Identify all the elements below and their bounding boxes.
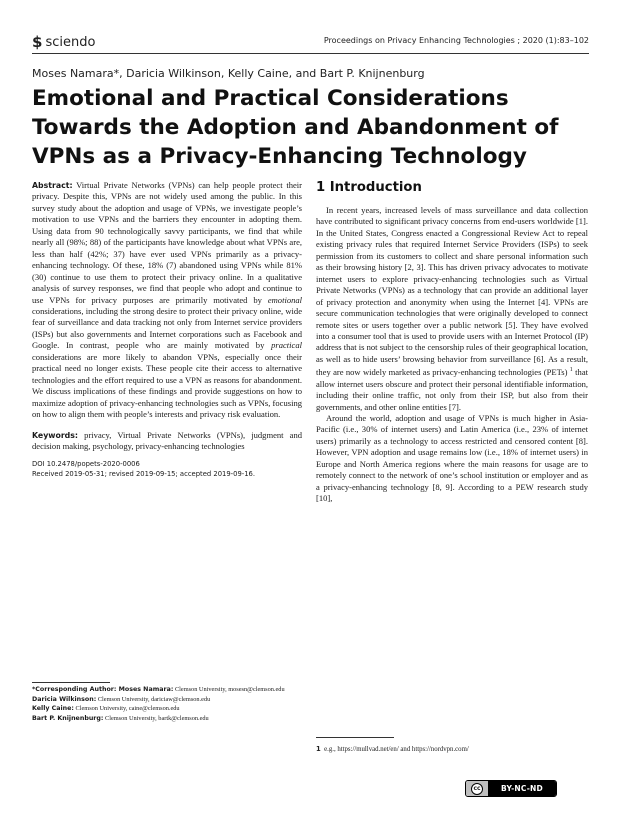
doi: DOI 10.2478/popets-2020-0006 [32,460,140,469]
affiliation-name: *Corresponding Author: Moses Namara: [32,686,174,693]
affiliation-item [32,685,302,695]
intro-paragraph [316,205,588,413]
author-list: Moses Namara*, Daricia Wilkinson, Kelly Caine, and Bart P. Knijnenburg [32,67,425,80]
cc-icon: cc [471,783,483,795]
affiliation-name: Bart P. Knijnenburg: [32,715,104,723]
abstract-text-2: considerations, including the strong desire to protect their privacy online, wide fear of surveillance and data tracking not only from Internet service providers (ISPs) but also governments and Internet corporations such as Facebook and Google. In contrast, people who are mainly motivated by [32,305,302,351]
keywords-text: privacy, Virtual Private Networks (VPNs), judgment and decision making, psychology, privacy-enhancing technologies [32,429,303,451]
intro-text-1b: that allow internet users obscure and protect their personal identifiable information, including their online traffic, not only from their ISP, but also from their governments, and other online entities [7]. [316,367,588,412]
license-badge[interactable] [465,780,557,797]
abstract-text-3: considerations are more likely to abandon VPNs, especially once their practical need no longer exists. These people cite their access to alternative technologies and the effort required to use a VPN as reasons for abandonment. We discuss implications of these findings and provide suggestions on how to maximize adoption of privacy-enhancing technologies such as VPNs, focusing on how to align them with people’s interests and privacy risk evaluation. [32,351,302,420]
abstract-emphasis-emotional: emotional [267,294,303,305]
abstract-text-1: Virtual Private Networks (VPNs) can help people protect their privacy. Despite this, VPNs are not widely used among the public. In this survey study about the adoption and usage of VPNs, we investigate people’s motivation to use VPNs and the barriers they encounter in adopting them. Using data from 90 technologically savvy participants, we find that while nearly all (98%; 88) of the participants have knowledge about what VPNs are, less than half (42%; 37) have ever used VPNs primarily as a privacy-enhancing technology. Of these, 18% (7) abandoned using VPNs while 81% (30) continue to use them to protect their privacy online. In a qualitative analysis of survey responses, we find that people who adopt and continue to use VPNs for privacy purposes are primarily motivated by [32,180,302,305]
footnote-divider [316,737,394,738]
affiliation-info: Clemson University, mosesn@clemson.edu [174,686,285,693]
affiliation-info: Clemson University, caine@clemson.edu [75,705,180,713]
received-dates: Received 2019-05-31; revised 2019-09-15; accepted 2019-09-16. [32,470,256,479]
keywords [32,430,302,453]
article-meta [32,460,302,479]
affiliation-info: Clemson University, bartk@clemson.edu [105,715,209,723]
publisher-name: sciendo [45,34,96,50]
sciendo-s-icon: $ [32,33,43,51]
affiliation-item [32,704,302,714]
abstract [32,180,302,421]
intro-paragraph [316,413,588,505]
footnote-marker[interactable]: 1 [569,367,573,374]
footnote [316,745,469,753]
abstract-column [32,180,302,480]
affiliation-item [32,695,302,705]
license-text: BY-NC-ND [488,781,556,796]
publisher-logo [32,33,95,51]
affiliation-item [32,714,302,724]
intro-text-1a: In recent years, increased levels of mass surveillance and data collection have contributed to significant privacy concerns from end-users worldwide [1]. In the United States, Congress enacted a Congressional Review Act to repeal existing privacy rules that required Internet Service Providers (ISPs) to seek permission from its customers to collect and share personal information such as their browsing history [2, 3]. This has driven privacy advocates to motivate internet users to explore privacy-enhancing technologies such as Virtual Private Networks (VPNs) as a technology that can provide an additional layer of privacy protection and anonymity when using the Internet [4]. VPNs are secure communication technologies that were originally developed to connect remote sites or users together over a public network [5]. They have evolved into a consumer tool that is used to provide users with an Internet Protocol (IP) address that is not subject to the censorship rules of their geographical location, as well as to hide users’ browsing behavior from surveillance [6]. As a result, they are now widely marketed as privacy-enhancing technologies (PETs) [316,205,588,378]
section-heading-introduction: 1 Introduction [316,180,422,195]
affiliation-info: Clemson University, dariciaw@clemson.edu [97,695,211,703]
affiliation-name: Kelly Caine: [32,705,74,713]
abstract-label: Abstract: [32,181,73,190]
footnote-number: 1 [316,745,321,753]
keywords-label: Keywords: [32,430,79,440]
journal-citation: Proceedings on Privacy Enhancing Technologies ; 2020 (1):83–102 [323,36,589,45]
cc-icon-area [466,781,488,796]
paper-title: Emotional and Practical Considerations Towards the Adoption and Abandonment of VPNs as a Privacy-Enhancing Technology [32,86,559,169]
footnote-text[interactable]: e.g., https://mullvad.net/en/ and https://nordvpn.com/ [324,746,469,753]
affiliation-divider [32,682,110,683]
intro-text-2: Around the world, adoption and usage of VPNs is much higher in Asia-Pacific (i.e., 30% of internet users) and Latin America (i.e., 23% of internet users) primarily as a technology to access restricted and censored content [8]. However, VPN adoption and usage remains low (i.e., 18% of internet users) in Europe and North America regions where the main reasons for usage are to remotely connect to the network of one’s school institution or employer and as a privacy-enhancing technology [8, 9]. According to a PEW research study [10], [316,413,588,504]
introduction-column [316,205,588,505]
header-divider [32,53,589,54]
affiliation-name: Daricia Wilkinson: [32,695,97,703]
abstract-emphasis-practical: practical [271,340,302,351]
author-affiliations [32,685,302,724]
